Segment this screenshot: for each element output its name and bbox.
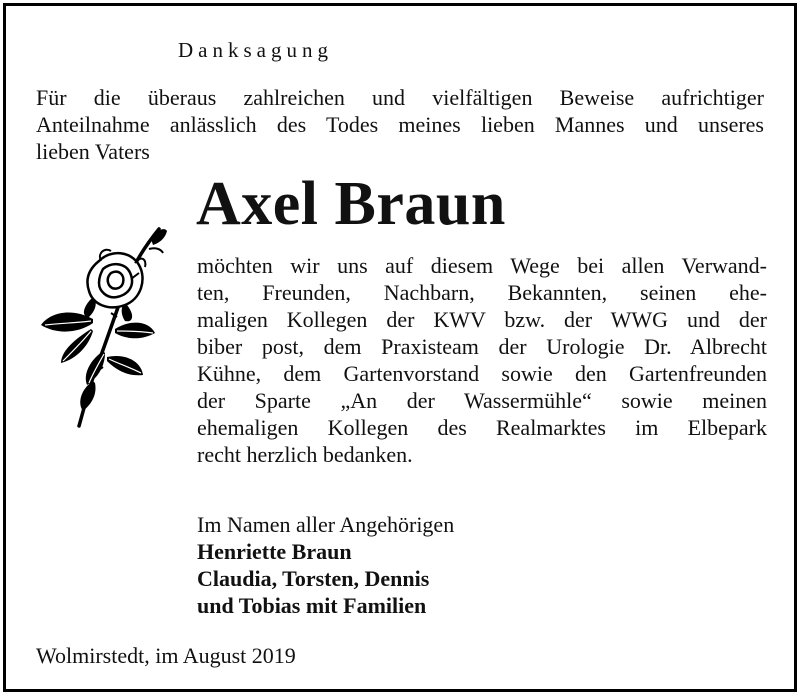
thanks-text bbox=[197, 252, 767, 468]
intro-line: Anteilnahme anlässlich des Todes meines lieben Mannes und unseres bbox=[36, 112, 764, 137]
signature-name: Henriette Braun bbox=[197, 539, 352, 564]
intro-text bbox=[36, 84, 764, 165]
place-date: Wolmirstedt, im August 2019 bbox=[36, 643, 296, 668]
thanks-line: ten, Freunden, Nachbarn, Bekannten, seinen ehe- bbox=[197, 280, 767, 305]
obituary-card bbox=[3, 3, 797, 692]
intro-line: Für die überaus zahlreichen und vielfältigen Beweise aufrichtiger bbox=[36, 85, 764, 110]
thanks-line: der Sparte „An der Wassermühle“ sowie meinen bbox=[197, 388, 767, 413]
intro-line: lieben Vaters bbox=[36, 139, 150, 164]
deceased-name: Axel Braun bbox=[196, 170, 506, 238]
signature-intro: Im Namen aller Angehörigen bbox=[197, 512, 455, 537]
signature-name: Claudia, Torsten, Dennis bbox=[197, 566, 430, 591]
thanks-line: biber post, dem Praxisteam der Urologie Dr. Albrecht bbox=[197, 334, 767, 359]
thanks-line: möchten wir uns auf diesem Wege bei allen Verwand- bbox=[197, 253, 767, 278]
thanks-line: recht herzlich bedanken. bbox=[197, 442, 413, 467]
signature-block bbox=[197, 511, 454, 619]
signature-name: und Tobias mit Familien bbox=[197, 593, 427, 618]
thanks-line: Kühne, dem Gartenvorstand sowie den Gartenfreunden bbox=[197, 361, 767, 386]
thanks-line: maligen Kollegen der KWV bzw. der WWG und der bbox=[197, 307, 767, 332]
rose-icon bbox=[31, 221, 171, 431]
thanks-line: ehemaligen Kollegen des Realmarktes im Elbepark bbox=[197, 415, 767, 440]
heading: Danksagung bbox=[178, 38, 333, 62]
